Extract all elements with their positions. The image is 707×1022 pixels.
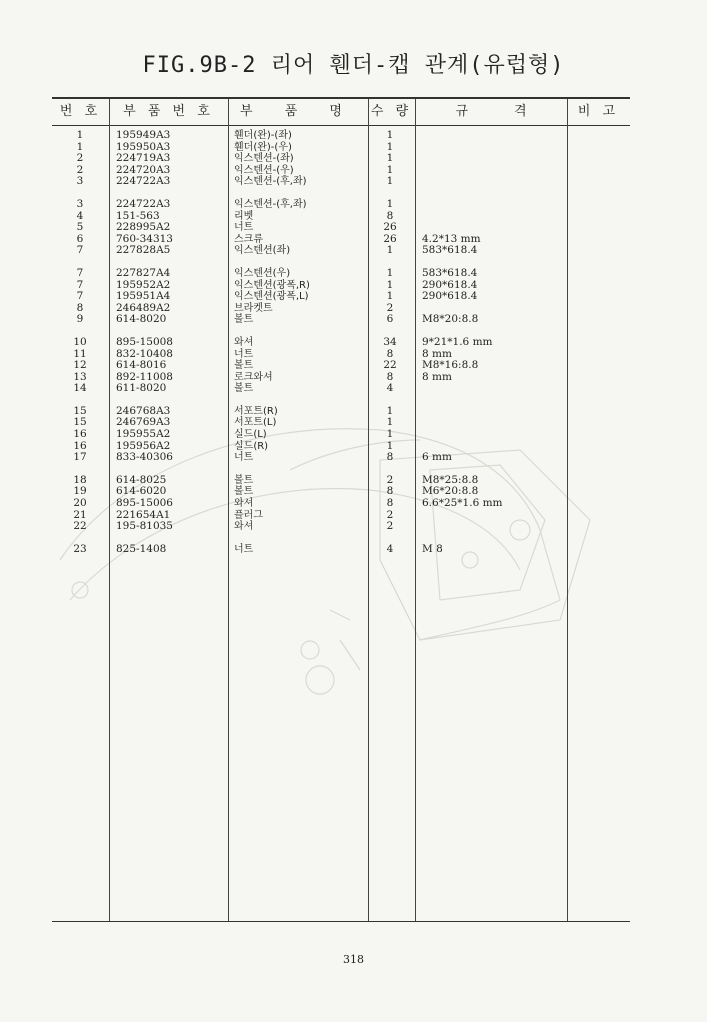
table-row bbox=[0, 211, 707, 223]
quantity: 4 bbox=[386, 382, 394, 395]
item-number: 8 bbox=[76, 301, 84, 314]
quantity: 1 bbox=[386, 152, 394, 165]
quantity: 8 bbox=[386, 370, 394, 383]
row-group bbox=[0, 544, 707, 556]
item-number: 18 bbox=[73, 473, 87, 486]
part-number: 833-40306 bbox=[116, 451, 173, 464]
item-number: 6 bbox=[76, 232, 84, 245]
table-row bbox=[0, 498, 707, 510]
part-name: 와셔 bbox=[234, 336, 254, 348]
parts-table-body bbox=[0, 130, 707, 566]
part-name: 익스텐션(광폭,L) bbox=[234, 291, 309, 303]
table-row bbox=[0, 486, 707, 498]
part-number: 892-11008 bbox=[116, 370, 173, 383]
quantity: 6 bbox=[386, 313, 394, 326]
quantity: 26 bbox=[383, 232, 397, 245]
table-row bbox=[0, 475, 707, 487]
item-number: 17 bbox=[73, 451, 87, 464]
part-number: 224722A3 bbox=[116, 175, 171, 188]
part-name: 너트 bbox=[234, 452, 254, 464]
table-row bbox=[0, 441, 707, 453]
part-name: 익스텐션(광폭,R) bbox=[234, 279, 310, 291]
item-number: 1 bbox=[76, 129, 84, 141]
item-number: 23 bbox=[73, 542, 87, 555]
item-number: 5 bbox=[76, 221, 84, 234]
table-row bbox=[0, 417, 707, 429]
item-number: 9 bbox=[76, 313, 84, 326]
part-number: 611-8020 bbox=[116, 382, 167, 395]
header-remarks: 비 고 bbox=[577, 104, 620, 119]
header-bottom-rule bbox=[52, 125, 630, 126]
part-number: 195950A3 bbox=[116, 140, 171, 153]
part-number: 224719A3 bbox=[116, 152, 171, 165]
row-group bbox=[0, 475, 707, 533]
quantity: 2 bbox=[386, 301, 394, 314]
quantity: 1 bbox=[386, 163, 394, 176]
quantity: 1 bbox=[386, 140, 394, 153]
table-row bbox=[0, 337, 707, 349]
part-number: 614-8025 bbox=[116, 473, 167, 486]
item-number: 11 bbox=[73, 347, 87, 360]
row-group bbox=[0, 199, 707, 257]
specification: 583*618.4 bbox=[422, 266, 478, 279]
part-name: 와셔 bbox=[234, 521, 254, 533]
table-row bbox=[0, 406, 707, 418]
quantity: 1 bbox=[386, 244, 394, 257]
part-number: 895-15006 bbox=[116, 497, 173, 510]
quantity: 1 bbox=[386, 428, 394, 441]
item-number: 7 bbox=[76, 244, 84, 257]
table-row bbox=[0, 429, 707, 441]
item-number: 19 bbox=[73, 485, 87, 498]
specification: 6 mm bbox=[422, 451, 452, 464]
specification: 4.2*13 mm bbox=[422, 232, 481, 245]
part-number: 760-34313 bbox=[116, 232, 173, 245]
part-name: 휀더(완)-(좌) bbox=[234, 130, 292, 141]
header-qty: 수 량 bbox=[370, 104, 413, 119]
item-number: 7 bbox=[76, 290, 84, 303]
header-spec-left: 규 bbox=[455, 104, 468, 119]
part-name: 서포트(R) bbox=[234, 405, 278, 417]
part-number: 614-8016 bbox=[116, 359, 167, 372]
row-group bbox=[0, 268, 707, 326]
part-name: 익스텐션-(우) bbox=[234, 164, 294, 176]
part-number: 228995A2 bbox=[116, 221, 171, 234]
table-row bbox=[0, 544, 707, 556]
part-number: 195956A2 bbox=[116, 439, 171, 452]
item-number: 1 bbox=[76, 140, 84, 153]
table-row bbox=[0, 510, 707, 522]
part-name: 휀더(완)-(우) bbox=[234, 141, 292, 153]
item-number: 21 bbox=[73, 508, 87, 521]
item-number: 22 bbox=[73, 520, 87, 533]
specification: 9*21*1.6 mm bbox=[422, 335, 493, 348]
table-row bbox=[0, 383, 707, 395]
specification: M8*16:8.8 bbox=[422, 359, 479, 372]
part-name: 익스텐션-(후,좌) bbox=[234, 176, 307, 188]
item-number: 10 bbox=[73, 335, 87, 348]
item-number: 3 bbox=[76, 197, 84, 210]
specification: 290*618.4 bbox=[422, 290, 478, 303]
row-group bbox=[0, 130, 707, 188]
quantity: 26 bbox=[383, 221, 397, 234]
row-group bbox=[0, 337, 707, 395]
quantity: 1 bbox=[386, 129, 394, 141]
part-name: 스크류 bbox=[234, 233, 263, 245]
quantity: 8 bbox=[386, 497, 394, 510]
part-name: 익스텐션-(후,좌) bbox=[234, 198, 307, 210]
specification: M6*20:8.8 bbox=[422, 485, 479, 498]
part-number: 614-6020 bbox=[116, 485, 167, 498]
part-name: 볼트 bbox=[234, 474, 254, 486]
table-row bbox=[0, 314, 707, 326]
part-number: 832-10408 bbox=[116, 347, 173, 360]
part-name: 익스텐션(좌) bbox=[234, 245, 291, 257]
part-number: 614-8020 bbox=[116, 313, 167, 326]
table-row bbox=[0, 245, 707, 257]
part-name: 브라켓트 bbox=[234, 302, 273, 314]
table-row bbox=[0, 268, 707, 280]
part-name: 실드(R) bbox=[234, 440, 269, 452]
quantity: 1 bbox=[386, 404, 394, 417]
quantity: 34 bbox=[383, 335, 397, 348]
part-number: 195952A2 bbox=[116, 278, 171, 291]
specification: M8*25:8.8 bbox=[422, 473, 479, 486]
part-name: 로크와셔 bbox=[234, 371, 273, 383]
specification: 290*618.4 bbox=[422, 278, 478, 291]
table-row bbox=[0, 521, 707, 533]
part-number: 195949A3 bbox=[116, 129, 171, 141]
item-number: 7 bbox=[76, 266, 84, 279]
header-part-no: 부 품 번 호 bbox=[123, 104, 214, 119]
item-number: 7 bbox=[76, 278, 84, 291]
table-row bbox=[0, 372, 707, 384]
part-number: 895-15008 bbox=[116, 335, 173, 348]
table-top-rule bbox=[52, 97, 630, 99]
part-number: 246489A2 bbox=[116, 301, 171, 314]
quantity: 2 bbox=[386, 520, 394, 533]
table-row bbox=[0, 303, 707, 315]
specification: M8*20:8.8 bbox=[422, 313, 479, 326]
part-number: 221654A1 bbox=[116, 508, 171, 521]
quantity: 8 bbox=[386, 485, 394, 498]
item-number: 15 bbox=[73, 404, 87, 417]
part-name: 플러그 bbox=[234, 509, 263, 521]
part-number: 224722A3 bbox=[116, 197, 171, 210]
table-row bbox=[0, 176, 707, 188]
quantity: 8 bbox=[386, 451, 394, 464]
quantity: 1 bbox=[386, 416, 394, 429]
table-row bbox=[0, 291, 707, 303]
specification: 8 mm bbox=[422, 370, 452, 383]
part-name: 너트 bbox=[234, 222, 254, 234]
part-number: 151-563 bbox=[116, 209, 160, 222]
table-row bbox=[0, 199, 707, 211]
part-name: 익스텐션(우) bbox=[234, 267, 291, 279]
quantity: 8 bbox=[386, 347, 394, 360]
figure-title: FIG.9B-2 리어 휀더-캡 관계(유럽형) bbox=[142, 53, 565, 78]
part-name: 익스텐션-(좌) bbox=[234, 153, 294, 165]
specification: M 8 bbox=[422, 542, 443, 555]
item-number: 12 bbox=[73, 359, 87, 372]
part-number: 246769A3 bbox=[116, 416, 171, 429]
item-number: 2 bbox=[76, 163, 84, 176]
part-name: 볼트 bbox=[234, 360, 254, 372]
part-name: 너트 bbox=[234, 348, 254, 360]
header-spec bbox=[415, 101, 567, 123]
part-name: 너트 bbox=[234, 543, 254, 555]
part-name: 실드(L) bbox=[234, 429, 267, 441]
table-row bbox=[0, 142, 707, 154]
quantity: 1 bbox=[386, 278, 394, 291]
table-row bbox=[0, 234, 707, 246]
part-number: 195955A2 bbox=[116, 428, 171, 441]
part-number: 195951A4 bbox=[116, 290, 171, 303]
item-number: 2 bbox=[76, 152, 84, 165]
row-group bbox=[0, 406, 707, 464]
item-number: 16 bbox=[73, 428, 87, 441]
part-name: 볼트 bbox=[234, 486, 254, 498]
table-bottom-rule bbox=[52, 921, 630, 922]
quantity: 22 bbox=[383, 359, 397, 372]
item-number: 4 bbox=[76, 209, 84, 222]
item-number: 15 bbox=[73, 416, 87, 429]
part-number: 825-1408 bbox=[116, 542, 167, 555]
specification: 8 mm bbox=[422, 347, 452, 360]
part-number: 195-81035 bbox=[116, 520, 173, 533]
item-number: 20 bbox=[73, 497, 87, 510]
table-row bbox=[0, 153, 707, 165]
header-no: 번 호 bbox=[59, 104, 102, 119]
specification: 6.6*25*1.6 mm bbox=[422, 497, 503, 510]
page-number: 318 bbox=[343, 953, 364, 966]
item-number: 14 bbox=[73, 382, 87, 395]
item-number: 13 bbox=[73, 370, 87, 383]
header-part-name: 부 품 명 bbox=[240, 104, 356, 119]
part-number: 224720A3 bbox=[116, 163, 171, 176]
quantity: 1 bbox=[386, 197, 394, 210]
table-row bbox=[0, 222, 707, 234]
quantity: 1 bbox=[386, 439, 394, 452]
quantity: 2 bbox=[386, 473, 394, 486]
part-number: 227827A4 bbox=[116, 266, 171, 279]
quantity: 1 bbox=[386, 175, 394, 188]
item-number: 16 bbox=[73, 439, 87, 452]
quantity: 4 bbox=[386, 542, 394, 555]
table-row bbox=[0, 280, 707, 292]
quantity: 1 bbox=[386, 290, 394, 303]
table-row bbox=[0, 165, 707, 177]
table-row bbox=[0, 349, 707, 361]
specification: 583*618.4 bbox=[422, 244, 478, 257]
quantity: 2 bbox=[386, 508, 394, 521]
table-row bbox=[0, 452, 707, 464]
quantity: 8 bbox=[386, 209, 394, 222]
part-name: 볼트 bbox=[234, 314, 254, 326]
part-name: 와셔 bbox=[234, 498, 254, 510]
part-name: 리벳 bbox=[234, 210, 254, 222]
table-row bbox=[0, 360, 707, 372]
quantity: 1 bbox=[386, 266, 394, 279]
part-name: 볼트 bbox=[234, 383, 254, 395]
item-number: 3 bbox=[76, 175, 84, 188]
header-spec-right: 격 bbox=[514, 104, 527, 119]
part-number: 227828A5 bbox=[116, 244, 171, 257]
part-name: 서포트(L) bbox=[234, 417, 277, 429]
part-number: 246768A3 bbox=[116, 404, 171, 417]
table-row bbox=[0, 130, 707, 142]
